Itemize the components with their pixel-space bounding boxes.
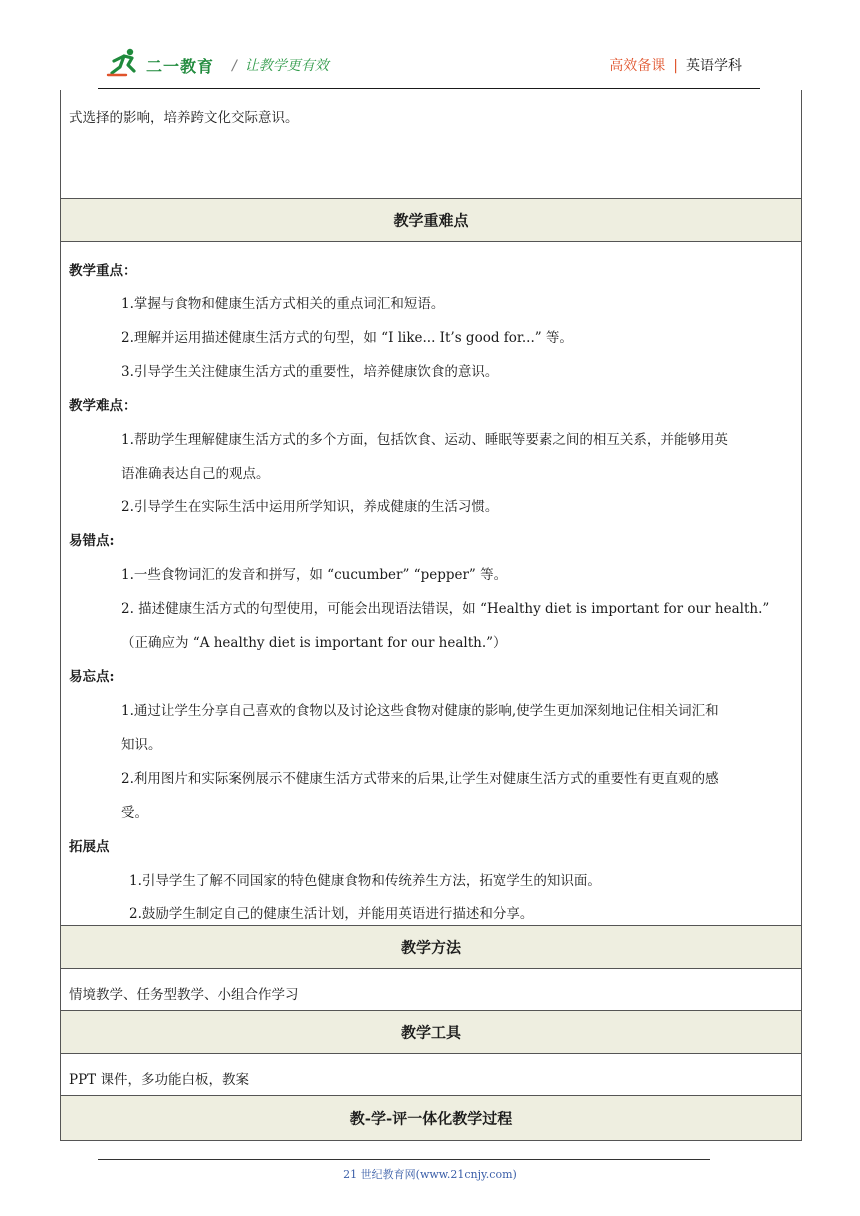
section-title: 教学工具 [400, 1023, 461, 1042]
header-tags [609, 55, 742, 75]
intro-row [61, 90, 801, 199]
difficult-point-item: 2.引导学生在实际生活中运用所学知识，养成健康的生活习惯。 [121, 499, 499, 515]
subject-tag: 英语学科 [686, 58, 742, 74]
lesson-plan-table [60, 90, 802, 1141]
extension-point-item: 1.引导学生了解不同国家的特色健康食物和传统养生方法，拓宽学生的知识面。 [129, 873, 601, 889]
intro-text: 式选择的影响，培养跨文化交际意识。 [69, 110, 299, 126]
forget-points-label: 易忘点: [69, 669, 115, 685]
section-method [61, 926, 801, 969]
key-points-label: 教学重点： [69, 263, 137, 279]
section-key-difficult [61, 199, 801, 242]
error-point-item-cont: （正确应为 “A healthy diet is important for our health.”） [121, 635, 507, 651]
footer-divider [98, 1159, 710, 1160]
course-tag: 高效备课 [609, 58, 666, 74]
key-difficult-content [61, 242, 801, 926]
section-tools [61, 1011, 801, 1054]
runner-logo-icon [106, 47, 142, 79]
key-point-item: 1.掌握与食物和健康生活方式相关的重点词汇和短语。 [121, 296, 445, 312]
forget-point-item: 1.通过让学生分享自己喜欢的食物以及讨论这些食物对健康的影响,使学生更加深刻地记住相关词汇和 [121, 703, 719, 719]
slogan: / 让教学更有效 [232, 58, 329, 74]
difficult-point-item-cont: 语准确表达自己的观点。 [121, 466, 270, 482]
error-points-label: 易错点: [69, 533, 115, 549]
key-point-item: 2.理解并运用描述健康生活方式的句型，如 “I like... It’s good for...” 等。 [121, 330, 573, 346]
brand-name: 二一教育 [146, 57, 215, 76]
error-point-item: 2. 描述健康生活方式的句型使用，可能会出现语法错误，如 “Healthy diet is important for our health.” [121, 601, 770, 617]
method-text: 情境教学、任务型教学、小组合作学习 [69, 987, 299, 1003]
key-point-item: 3.引导学生关注健康生活方式的重要性，培养健康饮食的意识。 [121, 364, 499, 380]
method-row [61, 969, 801, 1011]
section-title: 教学方法 [400, 938, 461, 957]
error-point-item: 1.一些食物词汇的发音和拼写，如 “cucumber” “pepper” 等。 [121, 567, 508, 583]
section-process [61, 1096, 801, 1141]
tag-separator: | [673, 58, 678, 74]
forget-point-item-cont: 受。 [121, 805, 148, 821]
forget-point-item: 2.利用图片和实际案例展示不健康生活方式带来的后果,让学生对健康生活方式的重要性有更直观的感 [121, 771, 719, 787]
section-title: 教学重难点 [393, 211, 469, 230]
tools-row [61, 1054, 801, 1096]
section-title: 教-学-评一体化教学过程 [349, 1109, 513, 1128]
tools-text: PPT 课件，多功能白板，教案 [69, 1072, 249, 1088]
difficult-points-label: 教学难点： [69, 398, 137, 414]
header-divider [98, 88, 760, 89]
forget-point-item-cont: 知识。 [121, 737, 162, 753]
footer-text: 21 世纪教育网(www.21cnjy.com) [343, 1168, 517, 1181]
page-header [0, 0, 860, 90]
extension-point-item: 2.鼓励学生制定自己的健康生活计划，并能用英语进行描述和分享。 [129, 906, 534, 922]
difficult-point-item: 1.帮助学生理解健康生活方式的多个方面，包括饮食、运动、睡眠等要素之间的相互关系，并能够用英 [121, 432, 728, 448]
slogan-text: 让教学更有效 [244, 58, 329, 74]
extension-points-label: 拓展点 [69, 839, 110, 855]
